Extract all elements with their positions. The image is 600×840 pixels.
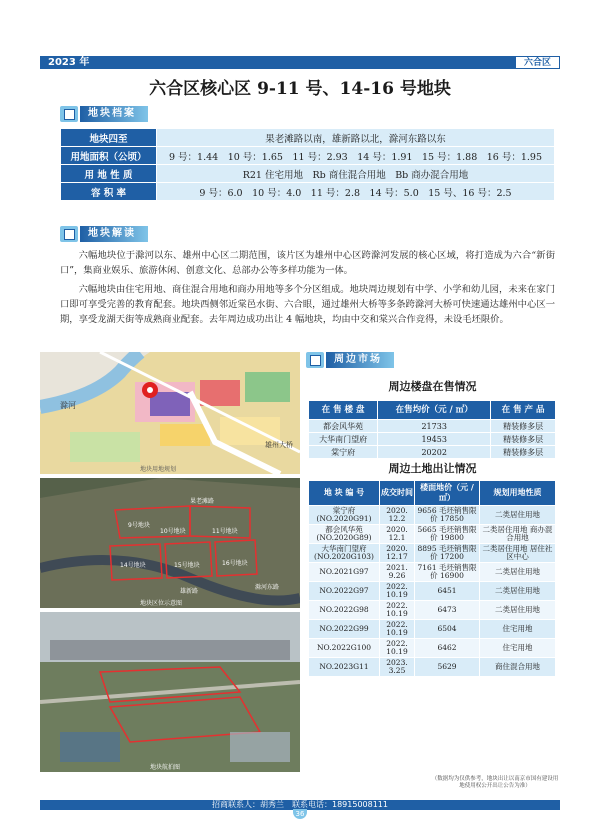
cell: 2022. 10.19 (380, 582, 415, 601)
cell: NO.2022G98 (309, 601, 380, 620)
road-label-3: 滁河东路 (255, 584, 280, 591)
land-use-map-graphic (40, 352, 300, 474)
analysis-paragraph-1: 六幅地块位于滁河以东、雄州中心区二期范围，该片区为雄州中心区跨滁河发展的核心区域，将打造成为六合“新街口”，集商业娱乐、旅游休闲、创意文化、总部办公等多样功能为一体。 (60, 250, 555, 276)
cell: 2022. 10.19 (380, 620, 415, 639)
aerial-photo-caption: 地块航拍图 (150, 764, 181, 771)
cell: 2020. 12.2 (380, 506, 415, 525)
plot-label-10: 10号地块 (160, 528, 186, 535)
plot-label-15: 15号地块 (174, 562, 200, 569)
archive-value: R21 住宅用地 Rb 商住混合用地 Bb 商办混合用地 (157, 165, 555, 183)
aerial-photo (40, 612, 300, 772)
table-row (309, 420, 556, 433)
plot-label-11: 11号地块 (212, 528, 238, 535)
table-row (309, 658, 556, 677)
table-row (309, 506, 556, 525)
cell: 大华南门望府 (309, 433, 378, 446)
location-photo (40, 478, 300, 608)
column-header: 地 块 编 号 (309, 481, 380, 506)
table-row (61, 165, 555, 183)
table-header-row (309, 401, 556, 420)
plot-label-16: 16号地块 (222, 560, 248, 567)
table-row (309, 446, 556, 459)
cell: 6504 (415, 620, 480, 639)
cell: 二类居住用地 (480, 601, 556, 620)
cell: 8895 毛坯销售限价 17200 (415, 544, 480, 563)
column-header: 在 售 楼 盘 (309, 401, 378, 420)
cell: 精装修多层 (491, 420, 556, 433)
page-number: 36 (293, 809, 307, 819)
footer-contact: 招商联系人：胡秀兰 联系电话：18915008111 (212, 800, 388, 809)
cell: 5629 (415, 658, 480, 677)
archive-key: 容 积 率 (61, 183, 157, 201)
location-photo-caption: 地块区位示意图 (140, 600, 183, 607)
chart-icon (306, 352, 324, 368)
cell: 5665 毛坯销售限价 19800 (415, 525, 480, 544)
aerial-photo-graphic (40, 612, 300, 772)
column-header: 规划用地性质 (480, 481, 556, 506)
document-icon (60, 106, 78, 122)
cell: NO.2022G97 (309, 582, 380, 601)
archive-key: 地块四至 (61, 129, 157, 147)
column-header: 在 售 产 品 (491, 401, 556, 420)
map-label-road: 雄州大桥 (265, 441, 293, 449)
cell: 6473 (415, 601, 480, 620)
header-district: 六合区 (515, 56, 560, 69)
cell: 住宅用地 (480, 620, 556, 639)
column-header: 成交时间 (380, 481, 415, 506)
table-row (309, 620, 556, 639)
table-row (61, 147, 555, 165)
cell: 精装修多层 (491, 446, 556, 459)
page-title: 六合区核心区 9-11 号、14-16 号地块 (149, 79, 451, 99)
cell: 2020. 12.17 (380, 544, 415, 563)
archive-table (60, 128, 555, 201)
cell: NO.2021G97 (309, 563, 380, 582)
cell: NO.2022G100 (309, 639, 380, 658)
table-row (309, 433, 556, 446)
archive-key: 用 地 性 质 (61, 165, 157, 183)
land-use-map-caption: 地块用地规划 (140, 466, 177, 473)
cell: 二类居住用地 (480, 506, 556, 525)
cell: 都会风华苑 (309, 420, 378, 433)
cell: 2022. 10.19 (380, 639, 415, 658)
cell: 2020. 12.1 (380, 525, 415, 544)
cell: 精装修多层 (491, 433, 556, 446)
archive-heading (60, 106, 148, 122)
cell: 21733 (378, 420, 491, 433)
cell: 19453 (378, 433, 491, 446)
table-row (309, 601, 556, 620)
cell: NO.2023G11 (309, 658, 380, 677)
cell: 6451 (415, 582, 480, 601)
cell: 二类居住用地 居住社区中心 (480, 544, 556, 563)
column-header: 楼面地价（元 / ㎡） (415, 481, 480, 506)
plot-label-9: 9号地块 (128, 522, 150, 529)
column-header: 在售均价（元 / ㎡） (378, 401, 491, 420)
table-row (309, 544, 556, 563)
cell: NO.2022G99 (309, 620, 380, 639)
cell: 二类居住用地 商办混合用地 (480, 525, 556, 544)
land-title: 周边土地出让情况 (388, 462, 477, 475)
table-row (309, 525, 556, 544)
sale-title: 周边楼盘在售情况 (388, 380, 477, 393)
cell: 2023. 3.25 (380, 658, 415, 677)
archive-value: 9 号：6.0 10 号：4.0 11 号：2.8 14 号：5.0 15 号、16 号：2.5 (157, 183, 555, 201)
cell: 大华南门望府 (NO.2020G103) (309, 544, 380, 563)
analysis-heading (60, 226, 148, 242)
cell: 住宅用地 (480, 639, 556, 658)
cell: 6462 (415, 639, 480, 658)
header-year: 2023 年 (48, 57, 90, 68)
analysis-heading-label: 地块解读 (80, 226, 148, 242)
plot-label-14: 14号地块 (120, 562, 146, 569)
archive-heading-label: 地块档案 (80, 106, 148, 122)
table-row (309, 582, 556, 601)
land-use-map (40, 352, 300, 474)
archive-key: 用地面积（公顷） (61, 147, 157, 165)
cell: 二类居住用地 (480, 563, 556, 582)
table-row (309, 639, 556, 658)
cell: 棠宁府 (NO.2020G91) (309, 506, 380, 525)
cell: 都会风华苑 (NO.2020G89) (309, 525, 380, 544)
cell: 二类居住用地 (480, 582, 556, 601)
cell: 9656 毛坯销售限价 17850 (415, 506, 480, 525)
table-row (61, 183, 555, 201)
market-heading (306, 352, 394, 368)
data-note: （数据均为仅供参考，地块出让以南京市国有建设用地使用权公开出让公告为准） (431, 776, 559, 789)
cell: 20202 (378, 446, 491, 459)
cell: 2022. 10.19 (380, 601, 415, 620)
table-row (61, 129, 555, 147)
cell: 7161 毛坯销售限价 16900 (415, 563, 480, 582)
map-label-river: 滁河 (60, 401, 76, 410)
road-label-2: 雄新路 (180, 588, 199, 595)
land-table (308, 480, 556, 677)
cell: 商住混合用地 (480, 658, 556, 677)
sale-table (308, 400, 556, 459)
header-bar (40, 56, 560, 69)
cell: 棠宁府 (309, 446, 378, 459)
archive-value: 9 号：1.44 10 号：1.65 11 号：2.93 14 号：1.91 15 号：1.88 16 号：1.95 (157, 147, 555, 165)
market-heading-label: 周边市场 (326, 352, 394, 368)
table-header-row (309, 481, 556, 506)
cell: 2021. 9.26 (380, 563, 415, 582)
magnifier-icon (60, 226, 78, 242)
table-row (309, 563, 556, 582)
analysis-paragraph-2: 六幅地块由住宅用地、商住混合用地和商办用地等多个分区组成。地块周边规划有中学、小学和幼儿园，未来在家门口即可享受完善的教育配套。地块西侧邻近棠邑水街、六合眼，通过雄州大桥等多条跨滁河大桥可快速通达雄州中心区一期，享受龙湖天街等成熟商业配套。去年周边成功出让 4 幅地块，均由中交和棠兴合作竞得，未设毛坯限价。 (60, 284, 555, 325)
archive-value: 果老滩路以南，雄新路以北，滁河东路以东 (157, 129, 555, 147)
road-label-1: 果老滩路 (190, 498, 215, 505)
